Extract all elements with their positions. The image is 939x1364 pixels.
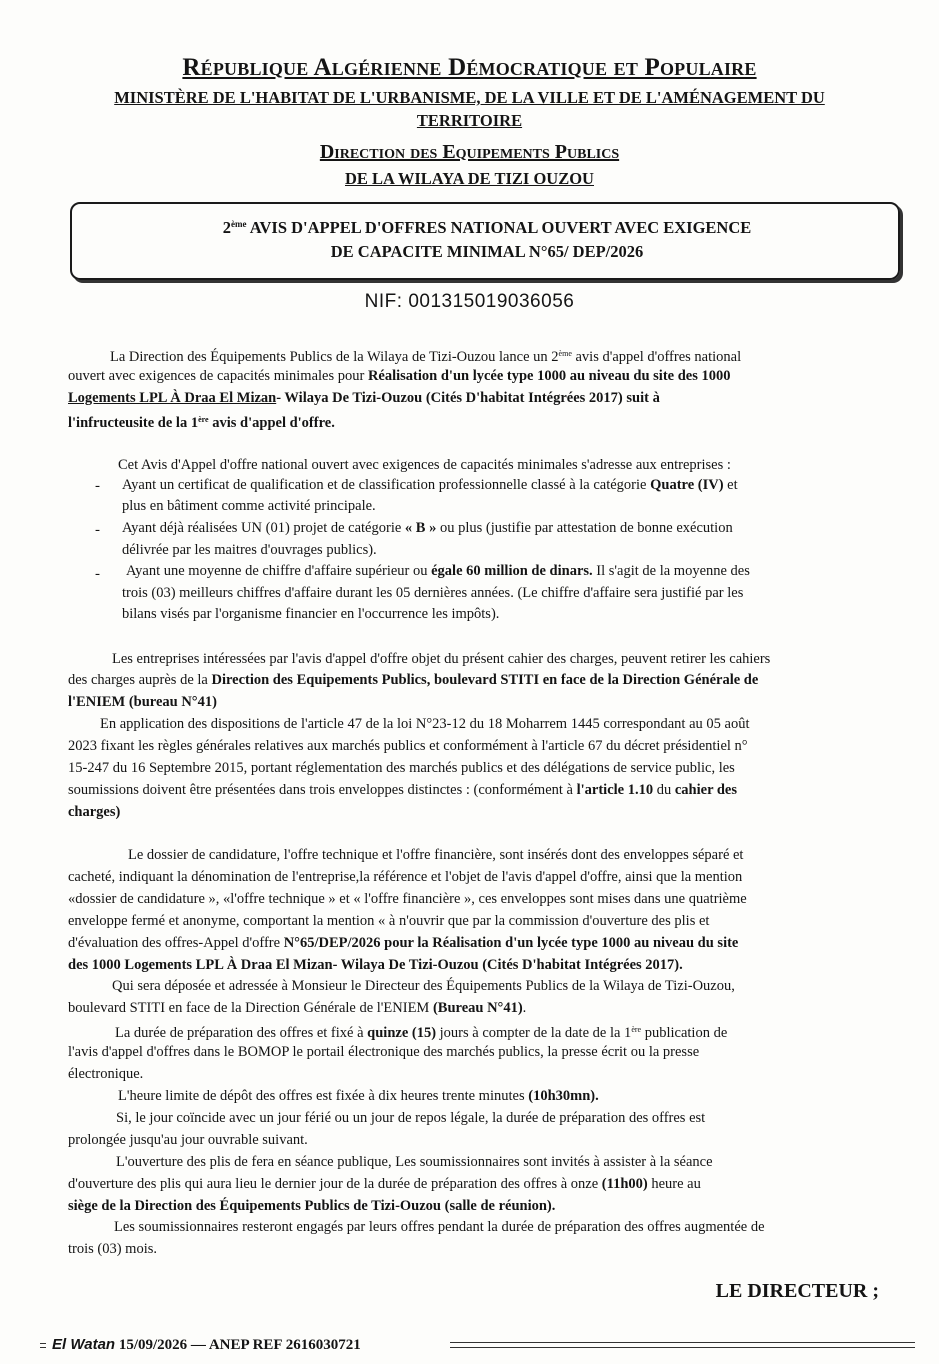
p4-line19: trois (03) mois. — [68, 1241, 158, 1257]
p3-line3: l'ENIEM (bureau N°41) — [68, 694, 217, 710]
ministry-heading-line2: TERRITOIRE — [416, 111, 523, 130]
republic-heading: République Algérienne Démocratique et Populaire — [182, 54, 757, 81]
notice-title-box — [70, 202, 900, 280]
p1-line1: La Direction des Équipements Publics de la Wilaya de Tizi-Ouzou lance un 2ème avis d'appel d'offres national — [110, 349, 742, 365]
p2-bullet3-line2: trois (03) meilleurs chiffres d'affaire durant les 05 dernières années. (Le chiffre d'affaire sera justifié par les — [122, 585, 744, 601]
p1-line3: Logements LPL À Draa El Mizan- Wilaya De Tizi-Ouzou (Cités D'habitat Intégrées 2017) suit à — [68, 390, 660, 406]
p2-bullet2-line1: Ayant déjà réalisées UN (01) projet de catégorie « B » ou plus (justifie par attestation de bonne exécution — [122, 520, 733, 536]
footer-text: El Watan 15/09/2026 — ANEP REF 2616030721 — [46, 1336, 367, 1354]
p4-line7: Qui sera déposée et adressée à Monsieur le Directeur des Équipements Publics de la Wilaya de Tizi-Ouzou, — [112, 978, 735, 994]
bullet-dash: - — [95, 478, 100, 494]
p1-line4: l'infructeusite de la 1ère avis d'appel d'offre. — [68, 415, 335, 431]
publication-footer — [40, 1336, 915, 1356]
p4-line2: cacheté, indiquant la dénomination de l'entreprise,la référence et l'objet de l'avis d'appel d'offre, ainsi que la mention — [68, 869, 743, 885]
p4-line5: d'évaluation des offres-Appel d'offre N°65/DEP/2026 pour la Réalisation d'un lycée type 1000 au niveau du site — [68, 935, 739, 951]
p2-bullet2-line2: délivrée par les maitres d'ouvrages publics). — [122, 542, 377, 558]
p3-line2: des charges auprès de la Direction des Equipements Publics, boulevard STITI en face de la Direction Générale de — [68, 672, 759, 688]
p4-line14: prolongée jusqu'au jour ouvrable suivant. — [68, 1132, 308, 1148]
p4-line9: La durée de préparation des offres et fixé à quinze (15) jours à compter de la date de la 1ère publication de — [115, 1025, 728, 1041]
p2-bullet1-line2: plus en bâtiment comme activité principale. — [122, 498, 376, 514]
p3-line8: charges) — [68, 804, 121, 820]
p4-line13: Si, le jour coïncide avec un jour férié ou un jour de repos légale, la durée de préparation des offres est — [116, 1110, 706, 1126]
p4-line16: d'ouverture des plis qui aura lieu le dernier jour de la durée de préparation des offres à onze (11h00) heure au — [68, 1176, 701, 1192]
p2-bullet3-line1: Ayant une moyenne de chiffre d'affaire supérieur ou égale 60 million de dinars. Il s'agit de la moyenne des — [126, 563, 750, 579]
p4-line12: L'heure limite de dépôt des offres est fixée à dix heures trente minutes (10h30mn). — [118, 1088, 599, 1104]
bullet-dash: - — [95, 522, 100, 538]
p4-line17: siège de la Direction des Équipements Publics de Tizi-Ouzou (salle de réunion). — [68, 1198, 556, 1214]
notice-title-line1: 2ème AVIS D'APPEL D'OFFRES NATIONAL OUVERT AVEC EXIGENCE — [222, 218, 752, 237]
wilaya-heading: DE LA WILAYA DE TIZI OUZOU — [345, 169, 594, 188]
p2-bullet1-line1: Ayant un certificat de qualification et de classification professionnelle classé à la catégorie Quatre (IV) et — [122, 477, 738, 493]
p4-line15: L'ouverture des plis de fera en séance publique, Les soumissionnaires sont invités à assister à la séance — [116, 1154, 713, 1170]
director-signature: LE DIRECTEUR ; — [715, 1280, 879, 1302]
p4-line3: «dossier de candidature », «l'offre technique » et « l'offre financière », ces enveloppes sont mises dans une quatrième — [68, 891, 747, 907]
p4-line8: boulevard STITI en face de la Direction Générale de l'ENIEM (Bureau N°41). — [68, 1000, 527, 1016]
p4-line1: Le dossier de candidature, l'offre technique et l'offre financière, sont insérés dont des enveloppes séparé et — [128, 847, 744, 863]
p3-line7: soumissions doivent être présentées dans trois enveloppes distinctes : (conformément à l'article 1.10 du cahier des — [68, 782, 738, 798]
p3-line5: 2023 fixant les règles générales relatives aux marchés publics et conformément à l'article 67 du décret présidentiel n° — [68, 738, 748, 754]
p4-line18: Les soumissionnaires resteront engagés par leurs offres pendant la durée de préparation des offres augmentée de — [114, 1219, 765, 1235]
footer-rule-right — [450, 1342, 915, 1348]
p3-line6: 15-247 du 16 Septembre 2015, portant réglementation des marchés publics et des délégations de service public, les — [68, 760, 735, 776]
p4-line6: des 1000 Logements LPL À Draa El Mizan- Wilaya De Tizi-Ouzou (Cités D'habitat Intégrées 2017). — [68, 957, 683, 973]
p4-line10: l'avis d'appel d'offres dans le BOMOP le portail électronique des marchés publics, la presse écrit ou la presse — [68, 1044, 700, 1060]
p1-line2: ouvert avec exigences de capacités minimales pour Réalisation d'un lycée type 1000 au niveau du site des 1000 — [68, 368, 731, 384]
direction-heading: Direction des Equipements Publics — [319, 141, 620, 163]
bullet-dash: - — [95, 566, 100, 582]
p3-line1: Les entreprises intéressées par l'avis d'appel d'offre objet du présent cahier des charges, peuvent retirer les cahiers — [112, 651, 771, 667]
p2-intro: Cet Avis d'Appel d'offre national ouvert avec exigences de capacités minimales s'adresse aux entreprises : — [118, 457, 731, 473]
nif-number: NIF: 001315019036056 — [364, 291, 575, 312]
ministry-heading-line1: MINISTÈRE DE L'HABITAT DE L'URBANISME, DE LA VILLE ET DE L'AMÉNAGEMENT DU — [114, 88, 825, 107]
notice-title-line2: DE CAPACITE MINIMAL N°65/ DEP/2026 — [330, 242, 644, 261]
p4-line11: électronique. — [68, 1066, 144, 1082]
p2-bullet3-line3: bilans visés par l'organisme financier en l'occurrence les impôts). — [122, 606, 500, 622]
p3-line4: En application des dispositions de l'article 47 de la loi N°23-12 du 18 Moharrem 1445 correspondant au 05 août — [100, 716, 750, 732]
p4-line4: enveloppe fermé et anonyme, comportant la mention « à n'ouvrir que par la commission d'ouverture des plis et — [68, 913, 710, 929]
